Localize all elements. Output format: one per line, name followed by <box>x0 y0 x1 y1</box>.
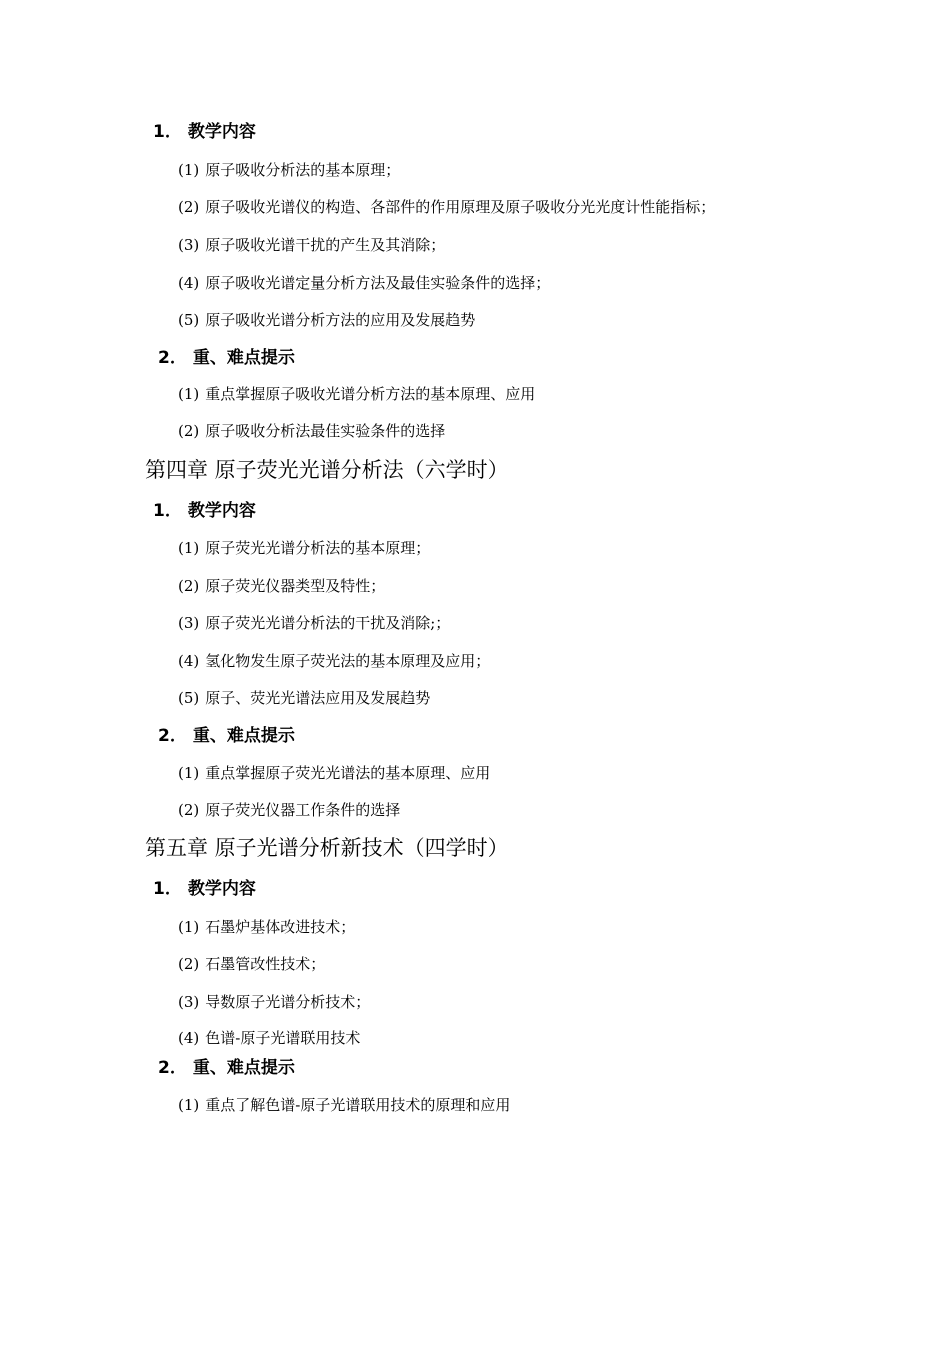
item-number: (1) <box>178 385 200 403</box>
item-text: 氢化物发生原子荧光法的基本原理及应用； <box>205 652 491 670</box>
item-number: (2) <box>178 198 200 216</box>
list-item <box>178 995 370 1010</box>
item-text: 重点掌握原子荧光光谱法的基本原理、应用 <box>205 764 491 782</box>
item-number: (1) <box>178 161 200 179</box>
item-number: (2) <box>178 955 200 973</box>
section-title: 重、难点提示 <box>192 726 295 746</box>
section-number: 2． <box>158 348 187 368</box>
item-number: (2) <box>178 577 200 595</box>
item-number: (3) <box>178 236 200 254</box>
item-number: (5) <box>178 311 200 329</box>
item-text: 石墨炉基体改进技术； <box>205 918 356 936</box>
section-number: 2． <box>158 726 187 746</box>
section-title: 教学内容 <box>187 501 256 521</box>
section-number: 2． <box>158 1058 187 1078</box>
item-text: 重点掌握原子吸收光谱分析方法的基本原理、应用 <box>205 385 536 403</box>
item-text: 原子荧光光谱分析法的基本原理； <box>205 539 431 557</box>
item-text: 色谱-原子光谱联用技术 <box>205 1029 361 1047</box>
list-item <box>178 313 475 328</box>
list-item <box>178 163 400 178</box>
list-item <box>178 957 325 972</box>
item-text: 原子吸收光谱定量分析方法及最佳实验条件的选择； <box>205 274 551 292</box>
list-item <box>178 424 445 439</box>
item-text: 原子吸收分析法最佳实验条件的选择 <box>205 422 446 440</box>
list-item <box>178 616 450 631</box>
list-item <box>178 691 430 706</box>
item-text: 原子吸收光谱干扰的产生及其消除； <box>205 236 446 254</box>
section-heading <box>153 124 256 141</box>
chapter-heading: 第四章 原子荧光光谱分析法（六学时） <box>145 458 509 482</box>
chapter-heading: 第五章 原子光谱分析新技术（四学时） <box>145 836 509 860</box>
item-number: (1) <box>178 1096 200 1114</box>
list-item <box>178 1098 510 1113</box>
section-title: 教学内容 <box>187 122 256 142</box>
section-number: 1． <box>153 879 182 899</box>
item-text: 原子、荧光光谱法应用及发展趋势 <box>205 689 431 707</box>
section-title: 教学内容 <box>187 879 256 899</box>
item-number: (3) <box>178 614 200 632</box>
list-item <box>178 200 715 215</box>
section-heading <box>153 503 256 520</box>
section-heading <box>153 881 256 898</box>
item-number: (1) <box>178 764 200 782</box>
section-number: 1． <box>153 122 182 142</box>
item-number: (1) <box>178 539 200 557</box>
item-text: 石墨管改性技术； <box>205 955 326 973</box>
item-number: (2) <box>178 801 200 819</box>
list-item <box>178 387 535 402</box>
section-title: 重、难点提示 <box>192 1058 295 1078</box>
item-number: (2) <box>178 422 200 440</box>
list-item <box>178 654 490 669</box>
list-item <box>178 803 400 818</box>
list-item <box>178 1031 360 1046</box>
item-text: 重点了解色谱-原子光谱联用技术的原理和应用 <box>205 1096 511 1114</box>
section-heading <box>158 728 295 745</box>
list-item <box>178 579 385 594</box>
list-item <box>178 276 550 291</box>
item-text: 原子荧光仪器类型及特性； <box>205 577 386 595</box>
item-text: 原子吸收光谱仪的构造、各部件的作用原理及原子吸收分光光度计性能指标； <box>205 198 716 216</box>
list-item <box>178 920 355 935</box>
item-number: (3) <box>178 993 200 1011</box>
item-text: 原子吸收光谱分析方法的应用及发展趋势 <box>205 311 476 329</box>
item-number: (4) <box>178 652 200 670</box>
item-text: 原子荧光光谱分析法的干扰及消除;； <box>205 614 451 632</box>
item-text: 原子荧光仪器工作条件的选择 <box>205 801 401 819</box>
item-number: (1) <box>178 918 200 936</box>
item-number: (5) <box>178 689 200 707</box>
list-item <box>178 238 445 253</box>
section-number: 1． <box>153 501 182 521</box>
section-title: 重、难点提示 <box>192 348 295 368</box>
item-number: (4) <box>178 274 200 292</box>
list-item <box>178 541 430 556</box>
item-text: 原子吸收分析法的基本原理； <box>205 161 401 179</box>
item-text: 导数原子光谱分析技术； <box>205 993 371 1011</box>
section-heading <box>158 1060 295 1077</box>
item-number: (4) <box>178 1029 200 1047</box>
section-heading <box>158 350 295 367</box>
list-item <box>178 766 490 781</box>
